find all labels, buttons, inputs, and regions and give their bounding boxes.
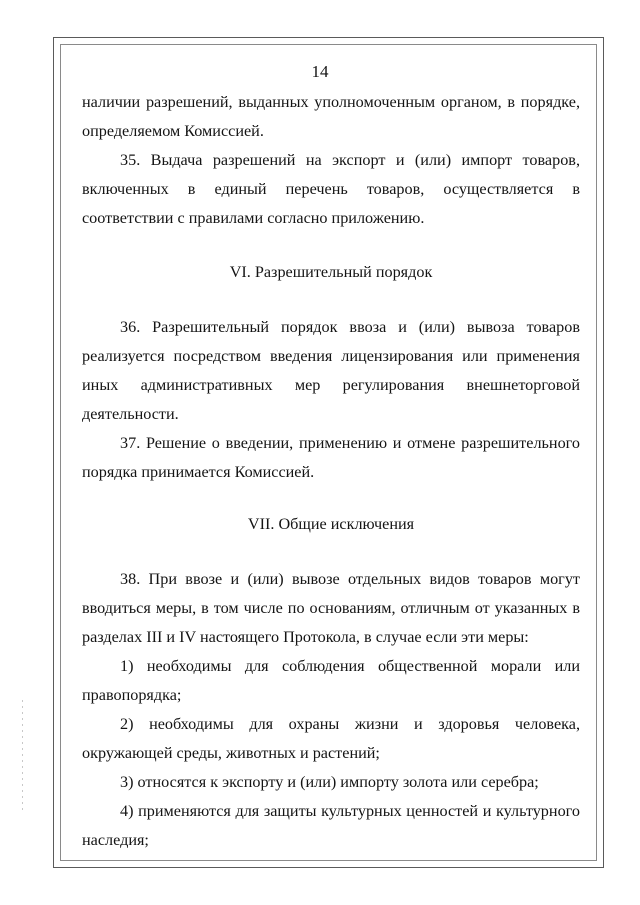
paragraph-36: 36. Разрешительный порядок ввоза и (или) вывоза товаров реализуется посредством введения лицензирования или применения иных административных мер регулирования внешнеторговой деятельности. bbox=[82, 318, 580, 423]
paragraph-35: 35. Выдача разрешений на экспорт и (или) импорт товаров, включенных в единый перечень товаров, осуществляется в соответствии с правилами согласно приложению. bbox=[82, 151, 580, 227]
section-heading-vi: VI. Разрешительный порядок bbox=[229, 263, 433, 281]
section-heading-vii: VII. Общие исключения bbox=[247, 515, 415, 533]
paragraph-38: 38. При ввозе и (или) вывозе отдельных видов товаров могут вводиться меры, в том числе по основаниям, отличным от указанных в разделах III и IV настоящего Протокола, в случае если эти меры: bbox=[82, 570, 580, 646]
paragraph-continuation: наличии разрешений, выданных уполномоченным органом, в порядке, определяемом Комиссией. bbox=[82, 93, 580, 140]
list-item-3: 3) относятся к экспорту и (или) импорту золота или серебра; bbox=[120, 773, 539, 791]
list-item-2: 2) необходимы для охраны жизни и здоровья человека, окружающей среды, животных и растений; bbox=[82, 715, 580, 762]
page-number: 14 bbox=[311, 62, 329, 81]
list-item-1: 1) необходимы для соблюдения общественной морали или правопорядка; bbox=[82, 657, 580, 704]
margin-mark bbox=[22, 700, 23, 810]
document-body bbox=[82, 88, 580, 855]
paragraph-37: 37. Решение о введении, применению и отмене разрешительного порядка принимается Комиссией. bbox=[82, 434, 580, 481]
list-item-4: 4) применяются для защиты культурных ценностей и культурного наследия; bbox=[82, 802, 580, 849]
